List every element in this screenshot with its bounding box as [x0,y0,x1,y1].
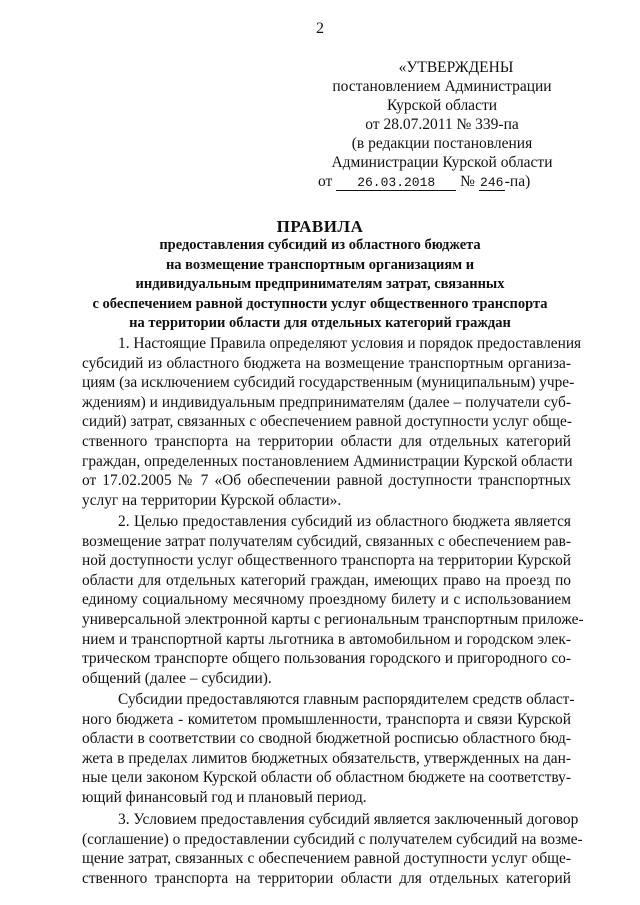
text-line: жета в пределах лимитов бюджетных обязательств, утвержденных на дан- [82,749,571,767]
approval-line: Администрации Курской области [331,154,553,171]
text-line: ющий финансовый год и плановый период. [82,788,367,806]
approval-line: от 28.07.2011 № 339-па [365,116,519,133]
subtitle-line: на возмещение транспортным организациям и [165,256,475,273]
text-line: возмещение затрат получателям субсидий, связанных с обеспечением рав- [82,532,571,550]
ot-label: от [318,173,333,190]
text-line: субсидий из областного бюджета на возмещение транспортным организа- [82,354,571,372]
text-line: нием и транспортной карты льготника в автомобильном и городском элек- [82,630,571,648]
amendment-reference [312,172,572,191]
text-line: 1. Настоящие Правила определяют условия и порядок предоставления [118,335,582,352]
approval-line: (в редакции постановления [351,135,533,152]
text-line: ной доступности услуг общественного транспорта на территории Курской [82,552,571,570]
subtitle-line: на территории области для отдельных категорий граждан [129,315,511,331]
text-line: граждан, определенных постановлением Администрации Курской области [82,452,573,470]
text-line: трическом транспорте общего пользования городского и пригородного со- [82,650,571,668]
text-line: 3. Условием предоставления субсидий является заключенный договор [118,811,579,828]
text-line: общений (далее – субсидии). [82,669,272,687]
text-line: единому социальному месячному проездному билету и с использованием [82,591,571,609]
text-line: области для отдельных категорий граждан, имеющих право на проезд по [82,571,571,589]
document-title: ПРАВИЛА [276,217,364,236]
text-line: ного бюджета - комитетом промышленности, транспорта и связи Курской [82,710,571,728]
text-line: ждениям) и индивидуальным предпринимателям (далее – получатели суб- [82,393,571,411]
approval-block [312,58,572,191]
text-line: услуг на территории Курской области». [82,491,342,509]
approval-line: постановлением Администрации [332,78,552,95]
text-line: универсальной электронной карты с региональным транспортным приложе- [82,610,584,628]
document-subtitle [60,236,580,334]
number-suffix: -па) [504,173,531,190]
amendment-date-field: 26.03.2018 [336,176,456,191]
text-line: ные цели законом Курской области об областном бюджете на соответству- [82,769,571,787]
approval-heading: «УТВЕРЖДЕНЫ [398,59,514,76]
text-line: ственного транспорта на территории области для отдельных категорий [82,432,571,450]
text-line: (соглашение) о предоставлении субсидий с получателем субсидий на возме- [82,830,583,848]
paragraph-2 [82,512,584,688]
text-line: ственного транспорта на территории области для отдельных категорий [82,869,571,887]
paragraph-3 [82,690,575,808]
text-line: области в соответствии со сводной бюджетной росписью областного бюд- [82,730,571,748]
subtitle-line: предоставления субсидий из областного бюджета [159,237,481,253]
text-line: 2. Целью предоставления субсидий из областного бюджета является [118,513,571,530]
text-line: щение затрат, связанных с обеспечением равной доступности услуг обще- [82,850,571,868]
approval-line: Курской области [386,97,498,114]
subtitle-line: с обеспечением равной доступности услуг общественного транспорта [92,295,548,312]
page-number: 2 [316,20,324,37]
text-line: сидий) затрат, связанных с обеспечением равной доступности услуг обще- [82,413,572,431]
paragraph-4 [82,810,583,888]
text-line: циям (за исключением субсидий государственным (муниципальным) учре- [82,374,575,392]
subtitle-line: индивидуальным предпринимателям затрат, связанных [135,276,505,292]
text-line: от 17.02.2005 № 7 «Об обеспечении равной доступности транспортных [82,472,571,490]
text-line: Субсидии предоставляются главным распорядителем средств област- [118,691,575,708]
paragraph-1 [82,334,582,510]
amendment-number-field: 246 [480,175,504,190]
number-sign: № [460,173,475,190]
